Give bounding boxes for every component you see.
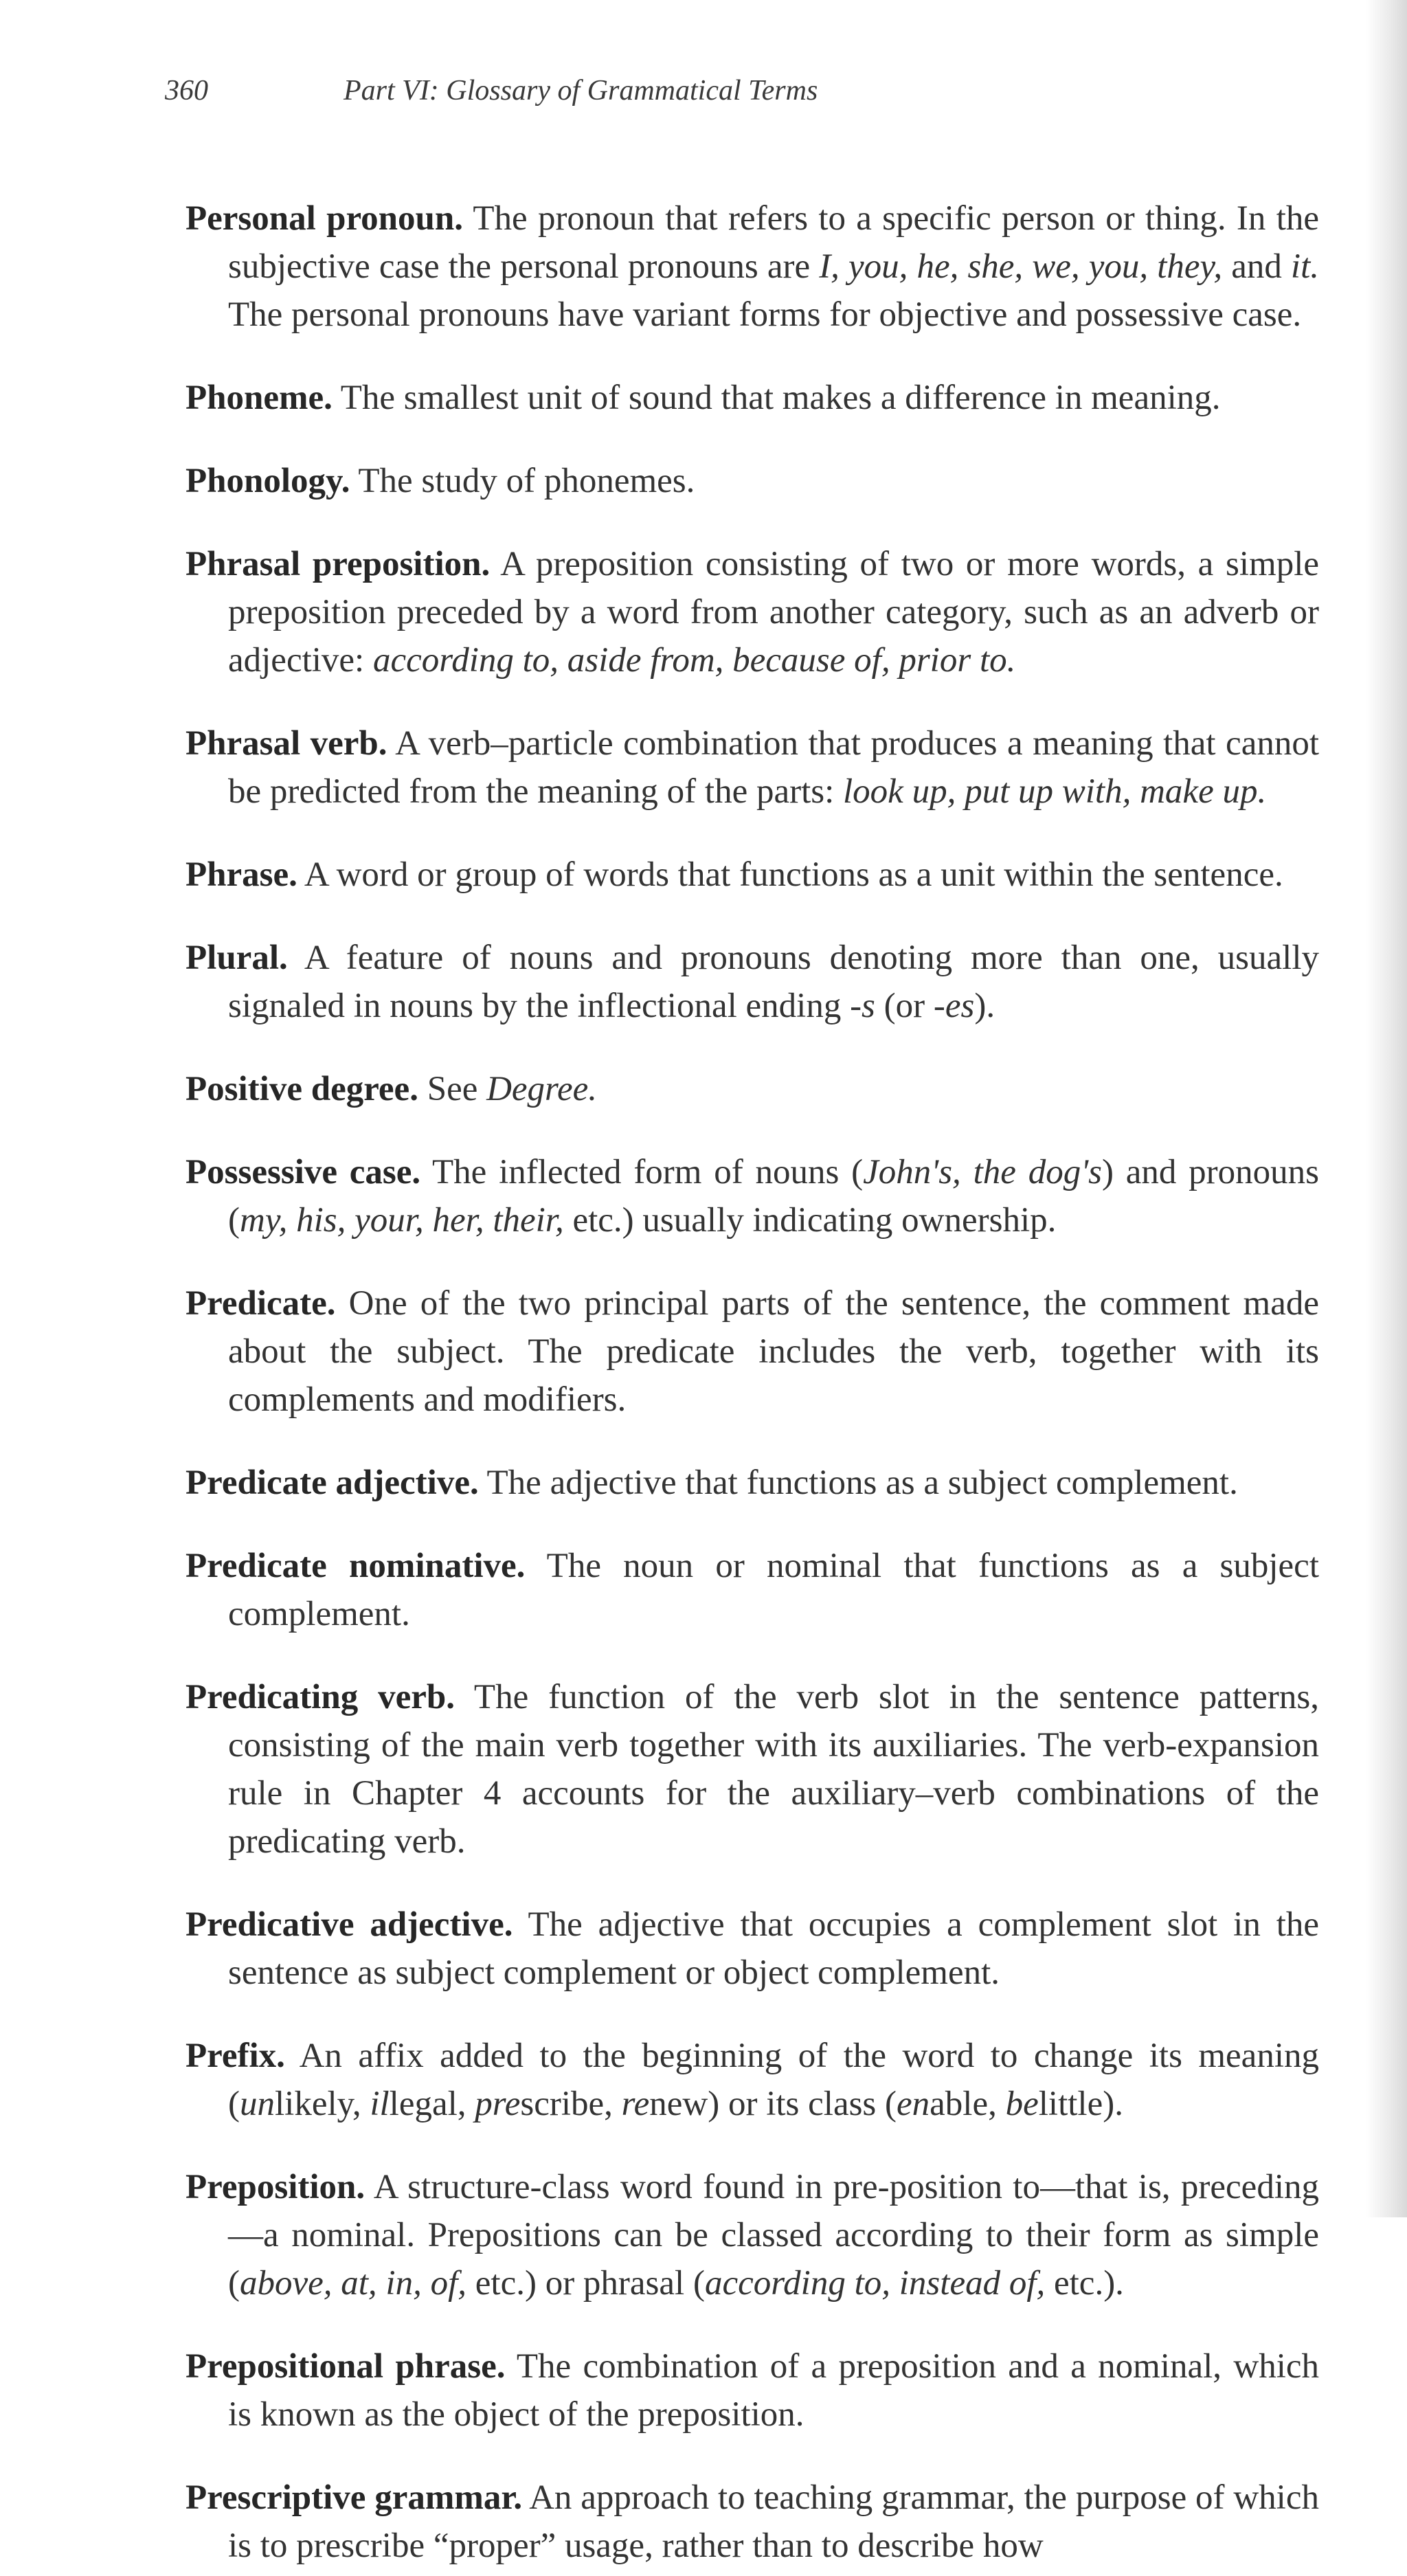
glossary-entry (185, 540, 1319, 684)
glossary-term: Predicating verb. (185, 1678, 455, 1716)
glossary-definition (418, 1070, 597, 1108)
definition-text: likely, (274, 2085, 370, 2123)
page-edge-shadow (1366, 0, 1407, 2217)
definition-text: legal, (389, 2085, 475, 2123)
definition-text: The adjective that occupies a complement slot in the sentence as subject complement or object complement. (228, 1905, 1319, 1992)
running-head (165, 74, 818, 107)
glossary-entry (185, 2163, 1319, 2307)
glossary-term: Prepositional phrase. (185, 2347, 506, 2386)
glossary-term: Predicate. (185, 1284, 336, 1323)
definition-italic-text: -es (933, 987, 975, 1025)
definition-italic-text: John's, the dog's (863, 1153, 1102, 1191)
definition-text: See (418, 1070, 487, 1108)
definition-text: etc.) or phrasal ( (466, 2264, 705, 2303)
definition-text: A verb–particle combination that produces a meaning that cannot be predicted from the meaning of the parts: (228, 724, 1319, 811)
definition-text: The adjective that functions as a subject complement. (478, 1464, 1238, 1502)
glossary-term: Predicative adjective. (185, 1905, 513, 1944)
definition-italic-text: il (370, 2085, 390, 2123)
definition-text: The personal pronouns have variant forms for objective and possessive case. (228, 295, 1302, 334)
definition-italic-text: Degree. (486, 1070, 598, 1108)
definition-text: A structure-class word found in pre-position to—that is, preceding—a nominal. Prepositions can be classed according to their form as simple ( (228, 2168, 1319, 2303)
definition-text: A preposition consisting of two or more words, a simple preposition preceded by a word from another category, such as an adverb or adjective: (228, 545, 1320, 680)
glossary-entry (185, 1542, 1319, 1638)
glossary-term: Phrasal verb. (185, 724, 387, 763)
glossary-term: Phrase. (185, 855, 297, 894)
definition-text: etc.). (1045, 2264, 1124, 2303)
glossary-definition (333, 379, 1221, 417)
glossary-entry (185, 1148, 1319, 1244)
definition-text: The inflected form of nouns ( (420, 1153, 864, 1191)
definition-italic-text: above, at, in, of, (239, 2264, 467, 2303)
definition-italic-text: according to, instead of, (704, 2264, 1046, 2303)
definition-italic-text: pre (475, 2085, 521, 2123)
definition-text: A word or group of words that functions as a unit within the sentence. (297, 855, 1283, 894)
definition-text: An affix added to the beginning of the word to change its meaning ( (228, 2037, 1319, 2123)
definition-text: The study of phonemes. (350, 462, 695, 500)
definition-italic-text: -s (850, 987, 875, 1025)
definition-italic-text: it. (1290, 247, 1320, 286)
definition-italic-text: look up, put up with, make up. (843, 772, 1267, 811)
definition-italic-text: be (1005, 2085, 1039, 2123)
definition-text: One of the two principal parts of the sentence, the comment made about the subject. The predicate includes the verb, together with its complements and modifiers. (228, 1284, 1319, 1419)
glossary-definition (479, 1464, 1238, 1502)
definition-text: ). (974, 987, 995, 1025)
glossary-entry (185, 457, 1319, 505)
definition-text: The pronoun that refers to a specific person or thing. In the subjective case the personal pronouns are (228, 199, 1319, 286)
glossary-entries (185, 159, 1319, 2576)
glossary-definition (297, 855, 1283, 894)
definition-text: The noun or nominal that functions as a subject complement. (228, 1547, 1319, 1633)
glossary-definition (228, 939, 1319, 1025)
glossary-entry (185, 1673, 1319, 1866)
glossary-term: Phonology. (185, 462, 350, 500)
glossary-entry (185, 1901, 1319, 1997)
glossary-definition (228, 2037, 1319, 2123)
definition-text: The combination of a preposition and a nominal, which is known as the object of the preposition. (228, 2347, 1319, 2434)
glossary-term: Plural. (185, 939, 288, 977)
definition-italic-text: my, his, your, her, their, (239, 1201, 564, 1240)
glossary-term: Predicate nominative. (185, 1547, 526, 1585)
definition-italic-text: un (239, 2085, 275, 2123)
definition-italic-text: I, you, he, she, we, you, they, (819, 247, 1223, 286)
glossary-term: Phrasal preposition. (185, 545, 491, 583)
glossary-entry (185, 374, 1319, 422)
glossary-definition (228, 1284, 1319, 1419)
glossary-term: Phoneme. (185, 379, 333, 417)
definition-text: ) and pronouns ( (228, 1153, 1319, 1240)
glossary-term: Personal pronoun. (185, 199, 464, 238)
glossary-entry (185, 2342, 1319, 2439)
definition-text: able, (930, 2085, 1006, 2123)
page-number: 360 (165, 75, 208, 107)
glossary-term: Prefix. (185, 2037, 285, 2075)
definition-text: scribe, (520, 2085, 622, 2123)
definition-text: The smallest unit of sound that makes a difference in meaning. (332, 379, 1221, 417)
glossary-term: Positive degree. (185, 1070, 418, 1108)
glossary-definition (228, 724, 1319, 811)
glossary-entry (185, 1065, 1319, 1113)
glossary-entry (185, 1279, 1319, 1424)
glossary-definition (350, 462, 695, 500)
definition-text: (or (875, 987, 934, 1025)
glossary-entry (185, 2032, 1319, 2128)
glossary-entry (185, 194, 1319, 339)
definition-text: little). (1038, 2085, 1123, 2123)
definition-text: new) or its class ( (649, 2085, 897, 2123)
glossary-term: Predicate adjective. (185, 1464, 479, 1502)
glossary-entry (185, 1459, 1319, 1507)
glossary-entry (185, 934, 1319, 1030)
glossary-entry (185, 851, 1319, 899)
glossary-entry (185, 2474, 1319, 2570)
running-head-title: Part VI: Glossary of Grammatical Terms (344, 75, 818, 107)
glossary-term: Prescriptive grammar. (185, 2478, 523, 2517)
glossary-entry (185, 719, 1319, 816)
definition-italic-text: according to, aside from, because of, prior to. (372, 641, 1016, 680)
definition-text: etc.) usually indicating ownership. (563, 1201, 1057, 1240)
definition-text: and (1222, 247, 1291, 286)
definition-text: A feature of nouns and pronouns denoting more than one, usually signaled in nouns by the inflectional ending (228, 939, 1319, 1025)
glossary-term: Possessive case. (185, 1153, 421, 1191)
glossary-term: Preposition. (185, 2168, 365, 2206)
glossary-definition (228, 2168, 1319, 2303)
definition-text: An approach to teaching grammar, the purpose of which is to prescribe “proper” usage, rather than to describe how (228, 2478, 1319, 2565)
definition-text: The function of the verb slot in the sentence patterns, consisting of the main verb together with its auxiliaries. The verb-expansion rule in Chapter 4 accounts for the auxiliary–verb combinations of the predicating verb. (228, 1678, 1319, 1861)
definition-italic-text: re (621, 2085, 650, 2123)
definition-italic-text: en (897, 2085, 930, 2123)
